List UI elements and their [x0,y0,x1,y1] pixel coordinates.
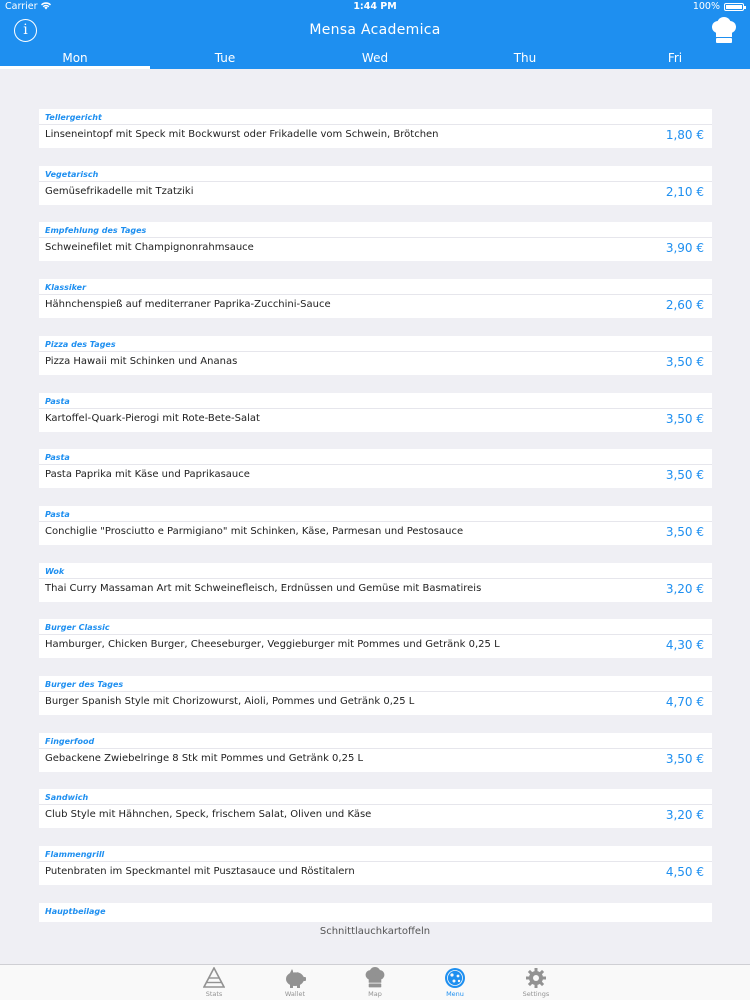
menu-item-category: Burger des Tages [45,680,124,689]
menu-item-dish: Pasta Paprika mit Käse und Paprikasauce [45,469,250,480]
tab-label: Map [368,990,382,998]
menu-item-price: 4,50 € [665,865,704,879]
menu-item-price: 3,50 € [665,525,704,539]
menu-item[interactable] [39,563,712,602]
tab-tue[interactable]: Tue [214,51,236,65]
menu-item-price: 3,50 € [665,752,704,766]
menu-item[interactable] [39,846,712,885]
menu-item[interactable] [39,789,712,828]
tab-wed[interactable]: Wed [361,51,389,65]
menu-item[interactable] [39,676,712,715]
tab-stats[interactable] [184,965,244,1000]
menu-item-dish: Putenbraten im Speckmantel mit Pusztasauce und Röstitalern [45,866,355,877]
side-dish-item[interactable]: Schnittlauchkartoffeln [319,926,431,935]
divider [39,691,712,692]
menu-item-price: 4,70 € [665,695,704,709]
battery-percentage: 100% [692,1,720,12]
menu-item-dish: Thai Curry Massaman Art mit Schweinefleisch, Erdnüssen und Gemüse mit Basmatireis [45,583,482,594]
menu-item-dish: Pizza Hawaii mit Schinken und Ananas [45,356,238,367]
menu-item-dish: Schweinefilet mit Champignonrahmsauce [45,242,254,253]
menu-item-price: 1,80 € [665,128,704,142]
tab-label: Settings [522,990,550,998]
navigation-bar [0,14,750,48]
tab-settings[interactable] [506,965,566,1000]
menu-item[interactable] [39,393,712,432]
menu-item-category: Sandwich [45,793,89,802]
menu-item-category: Pasta [45,510,70,519]
divider [39,181,712,182]
menu-item-category: Tellergericht [45,113,102,122]
menu-item-dish: Burger Spanish Style mit Chorizowurst, Aioli, Pommes und Getränk 0,25 L [45,696,415,707]
tab-wallet[interactable] [265,965,325,1000]
menu-item-category: Pasta [45,453,70,462]
tab-mon[interactable]: Mon [0,48,150,69]
tab-label: Wallet [284,990,306,998]
gear-icon [506,967,566,989]
divider [39,578,712,579]
divider [39,294,712,295]
divider [39,521,712,522]
menu-item-category: Pizza des Tages [45,340,116,349]
side-section-category: Hauptbeilage [45,907,106,916]
piggy-bank-icon [265,967,325,989]
chef-hat-icon [345,967,405,989]
menu-item[interactable] [39,506,712,545]
status-bar [0,0,750,14]
menu-item-price: 2,60 € [665,298,704,312]
menu-item-price: 3,50 € [665,468,704,482]
page-title: Mensa Academica [309,22,441,38]
divider [39,408,712,409]
menu-item-price: 3,50 € [665,355,704,369]
menu-item-category: Burger Classic [45,623,110,632]
divider [39,804,712,805]
carrier-label: Carrier [5,1,38,12]
menu-item-dish: Hähnchenspieß auf mediterraner Paprika-Zucchini-Sauce [45,299,331,310]
tab-map[interactable] [345,965,405,1000]
divider [39,634,712,635]
menu-item-category: Vegetarisch [45,170,99,179]
menu-item[interactable] [39,222,712,261]
menu-item-dish: Kartoffel-Quark-Pierogi mit Rote-Bete-Salat [45,413,260,424]
menu-item-price: 4,30 € [665,638,704,652]
tab-label: Menu [446,990,464,998]
menu-item-dish: Conchiglie "Prosciutto e Parmigiano" mit Schinken, Käse, Parmesan und Pestosauce [45,526,464,537]
menu-item[interactable] [39,166,712,205]
menu-item[interactable] [39,733,712,772]
menu-item-price: 2,10 € [665,185,704,199]
menu-item[interactable] [39,619,712,658]
divider [39,861,712,862]
menu-item-dish: Linseneintopf mit Speck mit Bockwurst oder Frikadelle vom Schwein, Brötchen [45,129,439,140]
menu-item-category: Wok [45,567,65,576]
menu-item-category: Pasta [45,397,70,406]
battery-icon [724,3,744,11]
menu-item-category: Klassiker [45,283,87,292]
menu-item-price: 3,90 € [665,241,704,255]
menu-item[interactable] [39,109,712,148]
tab-label: Stats [205,990,223,998]
divider [39,748,712,749]
chef-hat-icon[interactable] [711,17,737,45]
menu-item-category: Flammengrill [45,850,105,859]
menu-item-dish: Gemüsefrikadelle mit Tzatziki [45,186,194,197]
menu-item-price: 3,20 € [665,582,704,596]
divider [39,464,712,465]
divider [39,124,712,125]
tab-bar [0,964,750,1000]
info-icon[interactable]: i [14,19,37,42]
tab-thu[interactable]: Thu [513,51,537,65]
menu-item-price: 3,50 € [665,412,704,426]
menu-item-dish: Club Style mit Hähnchen, Speck, frischem Salat, Oliven und Käse [45,809,372,820]
status-time: 1:44 PM [353,1,397,12]
menu-item-dish: Hamburger, Chicken Burger, Cheeseburger, Veggieburger mit Pommes und Getränk 0,25 L [45,639,500,650]
pizza-icon [425,967,485,989]
side-section-header [39,903,712,922]
tab-fri[interactable]: Fri [667,51,683,65]
divider [39,237,712,238]
divider [39,351,712,352]
menu-item[interactable] [39,449,712,488]
menu-item-price: 3,20 € [665,808,704,822]
menu-list[interactable] [0,69,750,935]
tab-menu[interactable] [425,965,485,1000]
menu-item-category: Empfehlung des Tages [45,226,147,235]
menu-item[interactable] [39,336,712,375]
stats-pyramid-icon [184,967,244,989]
menu-item-dish: Gebackene Zwiebelringe 8 Stk mit Pommes und Getränk 0,25 L [45,753,364,764]
menu-item[interactable] [39,279,712,318]
menu-item-category: Fingerfood [45,737,95,746]
day-tabs [0,48,750,69]
